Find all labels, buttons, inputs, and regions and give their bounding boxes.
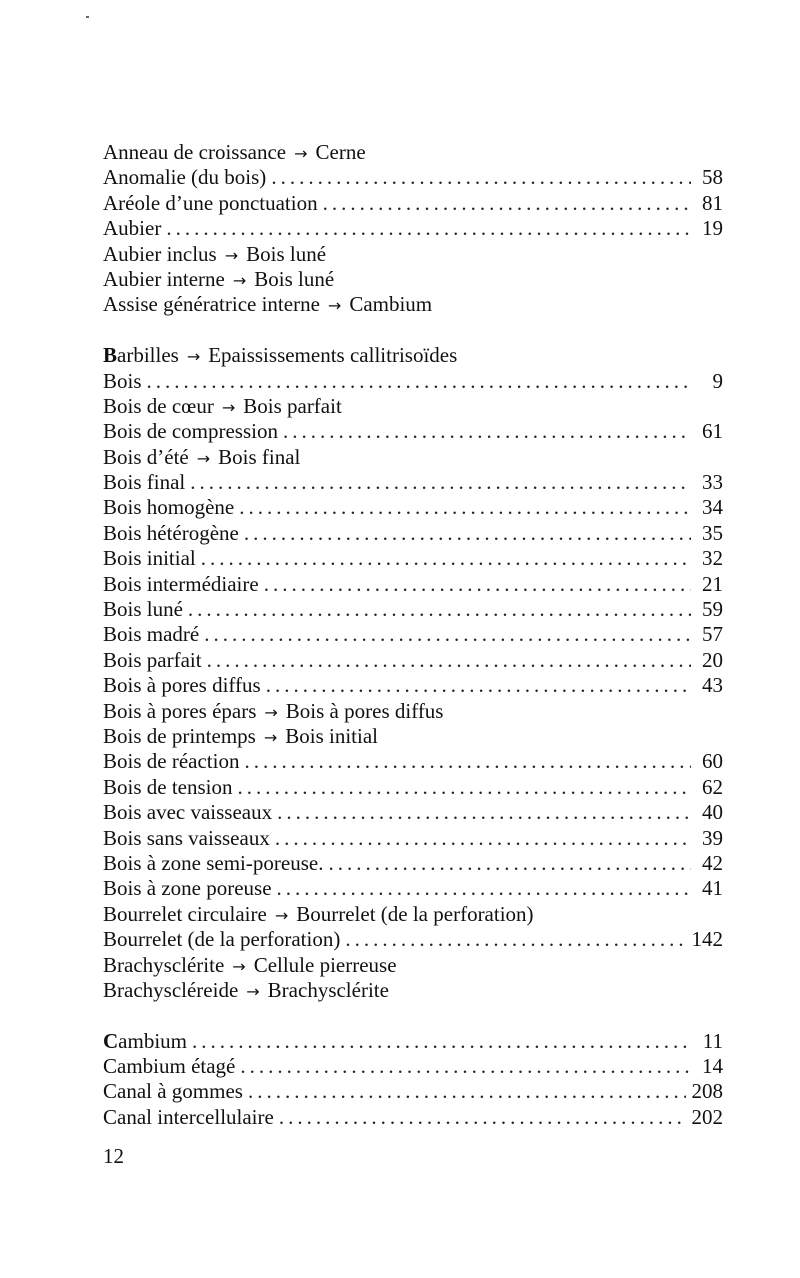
entry-term: Aubier [103,216,162,241]
index-entry [103,470,723,495]
index-entry [103,191,723,216]
dot-leader [275,826,691,851]
index-entry [103,876,723,901]
entry-page-number: 9 [712,368,723,393]
entry-term: Aubier inclus [103,241,217,266]
index-entry [103,216,723,241]
dot-leader [238,775,692,800]
index-entry [103,165,723,190]
see-reference: Cerne [315,140,366,164]
entry-term: Bois homogène [103,495,235,520]
dot-leader [283,419,691,444]
scan-speck [86,16,89,18]
see-arrow-icon: → [232,956,246,976]
entry-term: Canal intercellulaire [103,1104,274,1129]
see-reference: Brachysclérite [267,977,389,1002]
see-reference: Bourrelet (de la perforation) [296,901,534,926]
index-entry [103,521,723,546]
entry-page-number: 34 [702,495,723,520]
entry-term: Bois sans vaisseaux [103,825,270,850]
dot-leader [271,165,691,190]
index-entry [103,978,723,1003]
entry-term: Bois d’été [103,444,189,469]
entry-term: Bois final [103,470,186,495]
entry-term: Bois parfait [103,647,202,672]
see-reference: Cambium [349,292,433,317]
index-entry [103,1029,723,1054]
dot-leader [188,597,691,622]
index-entry [103,267,723,292]
entry-term: Bois hétérogène [103,520,239,545]
dot-leader [244,521,691,546]
dot-leader [239,495,691,520]
index-entry [103,800,723,825]
entry-term: Bois de compression [103,419,278,444]
dot-leader [248,1079,686,1104]
index-entry [103,622,723,647]
entry-term: Aubier interne [103,266,225,291]
index-entries [103,140,723,1130]
entry-page-number: 58 [702,165,723,190]
dot-leader [201,546,691,571]
index-entry [103,597,723,622]
index-entry [103,242,723,267]
entry-term: Assise génératrice interne [103,292,320,317]
dot-leader [207,648,691,673]
page-number: 12 [103,1144,124,1168]
dot-leader [166,216,691,241]
entry-page-number: 39 [702,825,723,850]
see-reference: Bois luné [246,241,327,266]
entry-page-number: 81 [702,190,723,215]
see-reference: Bois parfait [243,393,342,418]
index-entry [103,292,723,317]
index-entry [103,724,723,749]
index-entry [103,369,723,394]
entry-page-number: 14 [702,1054,723,1079]
dot-leader [240,1054,691,1079]
see-reference: Epaississements callitrisoïdes [208,343,458,368]
see-reference: Bois final [218,444,301,469]
entry-page-number: 41 [702,876,723,901]
entry-term: Bois avec vaisseaux [103,800,273,825]
see-arrow-icon: → [264,702,278,722]
entry-term: Cambium étagé [103,1054,236,1079]
see-arrow-icon: → [246,981,260,1001]
entry-page-number: 208 [691,1079,723,1104]
index-entry [103,902,723,927]
index-entry [103,953,723,978]
dot-leader [190,470,691,495]
dot-leader [264,572,691,597]
see-reference: Bois initial [285,723,378,748]
entry-page-number: 61 [702,419,723,444]
index-entry [103,343,723,368]
entry-term: Canal à gommes [103,1079,243,1104]
index-entry [103,648,723,673]
see-arrow-icon: → [224,245,239,265]
dot-leader [277,800,691,825]
see-arrow-icon: → [221,397,236,417]
index-entry [103,445,723,470]
entry-term: Bois de cœur [103,393,214,418]
entry-term: Bois à pores épars [103,698,257,723]
see-arrow-icon: → [327,296,342,316]
index-entry [103,419,723,444]
dot-leader [279,1105,686,1130]
entry-term: Bois intermédiaire [103,571,259,596]
entry-term: Bois de réaction [103,749,240,774]
entry-page-number: 11 [702,1028,723,1053]
entry-term: Anneau de croissance [103,140,287,164]
dot-leader [244,749,691,774]
see-arrow-icon: → [294,144,308,163]
index-entry [103,1105,723,1130]
see-reference: Bois à pores diffus [285,698,444,723]
entry-term: Bourrelet circulaire [103,901,267,926]
entry-term: Bois à zone semi-poreuse. [103,850,324,875]
entry-page-number: 57 [702,622,723,647]
dot-leader [345,927,685,952]
index-entry [103,394,723,419]
see-arrow-icon: → [263,727,278,747]
see-reference: Bois luné [254,266,335,291]
entry-page-number: 142 [691,927,723,952]
entry-page-number: 19 [702,216,723,241]
entry-page-number: 33 [702,470,723,495]
index-entry [103,673,723,698]
entry-term: Bois de printemps [103,723,256,748]
index-entry [103,826,723,851]
index-entry [103,572,723,597]
entry-term: Bois à pores diffus [103,673,261,698]
index-entry [103,927,723,952]
dot-leader [204,622,691,647]
entry-term: Bois madré [103,622,200,647]
entry-page-number: 62 [702,774,723,799]
entry-page-number: 59 [702,597,723,622]
entry-term: Barbilles [103,343,179,368]
dot-leader [192,1029,691,1054]
index-entry [103,546,723,571]
see-reference: Cellule pierreuse [253,952,397,977]
index-section-c [103,1029,723,1131]
index-entry [103,749,723,774]
entry-page-number: 21 [702,571,723,596]
entry-page-number: 60 [702,749,723,774]
entry-term: Bois initial [103,546,196,571]
entry-term: Cambium [103,1028,187,1053]
entry-term: Brachyscléreide [103,977,239,1002]
dot-leader [147,369,691,394]
index-entry [103,140,723,165]
index-entry [103,851,723,876]
see-arrow-icon: → [196,448,211,468]
entry-term: Brachysclérite [103,952,225,977]
index-entry [103,775,723,800]
entry-page-number: 40 [702,800,723,825]
index-section-b [103,343,723,1003]
entry-page-number: 20 [702,647,723,672]
index-entry [103,1054,723,1079]
dot-leader [266,673,691,698]
see-arrow-icon: → [232,270,247,290]
see-arrow-icon: → [274,905,289,925]
dot-leader [323,191,691,216]
entry-term: Bois luné [103,597,183,622]
dot-leader [277,876,691,901]
index-entry [103,1079,723,1104]
entry-page-number: 32 [702,546,723,571]
index-entry [103,699,723,724]
entry-term: Bourrelet (de la perforation) [103,927,341,952]
entry-term: Bois à zone poreuse [103,876,272,901]
entry-term: Bois de tension [103,774,233,799]
entry-term: Anomalie (du bois) [103,165,267,190]
entry-term: Bois [103,368,142,393]
entry-term: Aréole d’une ponctuation [103,190,318,215]
entry-page-number: 35 [702,520,723,545]
index-entry [103,495,723,520]
see-arrow-icon: → [186,347,201,367]
dot-leader [328,851,691,876]
index-section-a [103,140,723,318]
entry-page-number: 202 [691,1104,723,1129]
entry-page-number: 43 [702,673,723,698]
entry-page-number: 42 [702,850,723,875]
